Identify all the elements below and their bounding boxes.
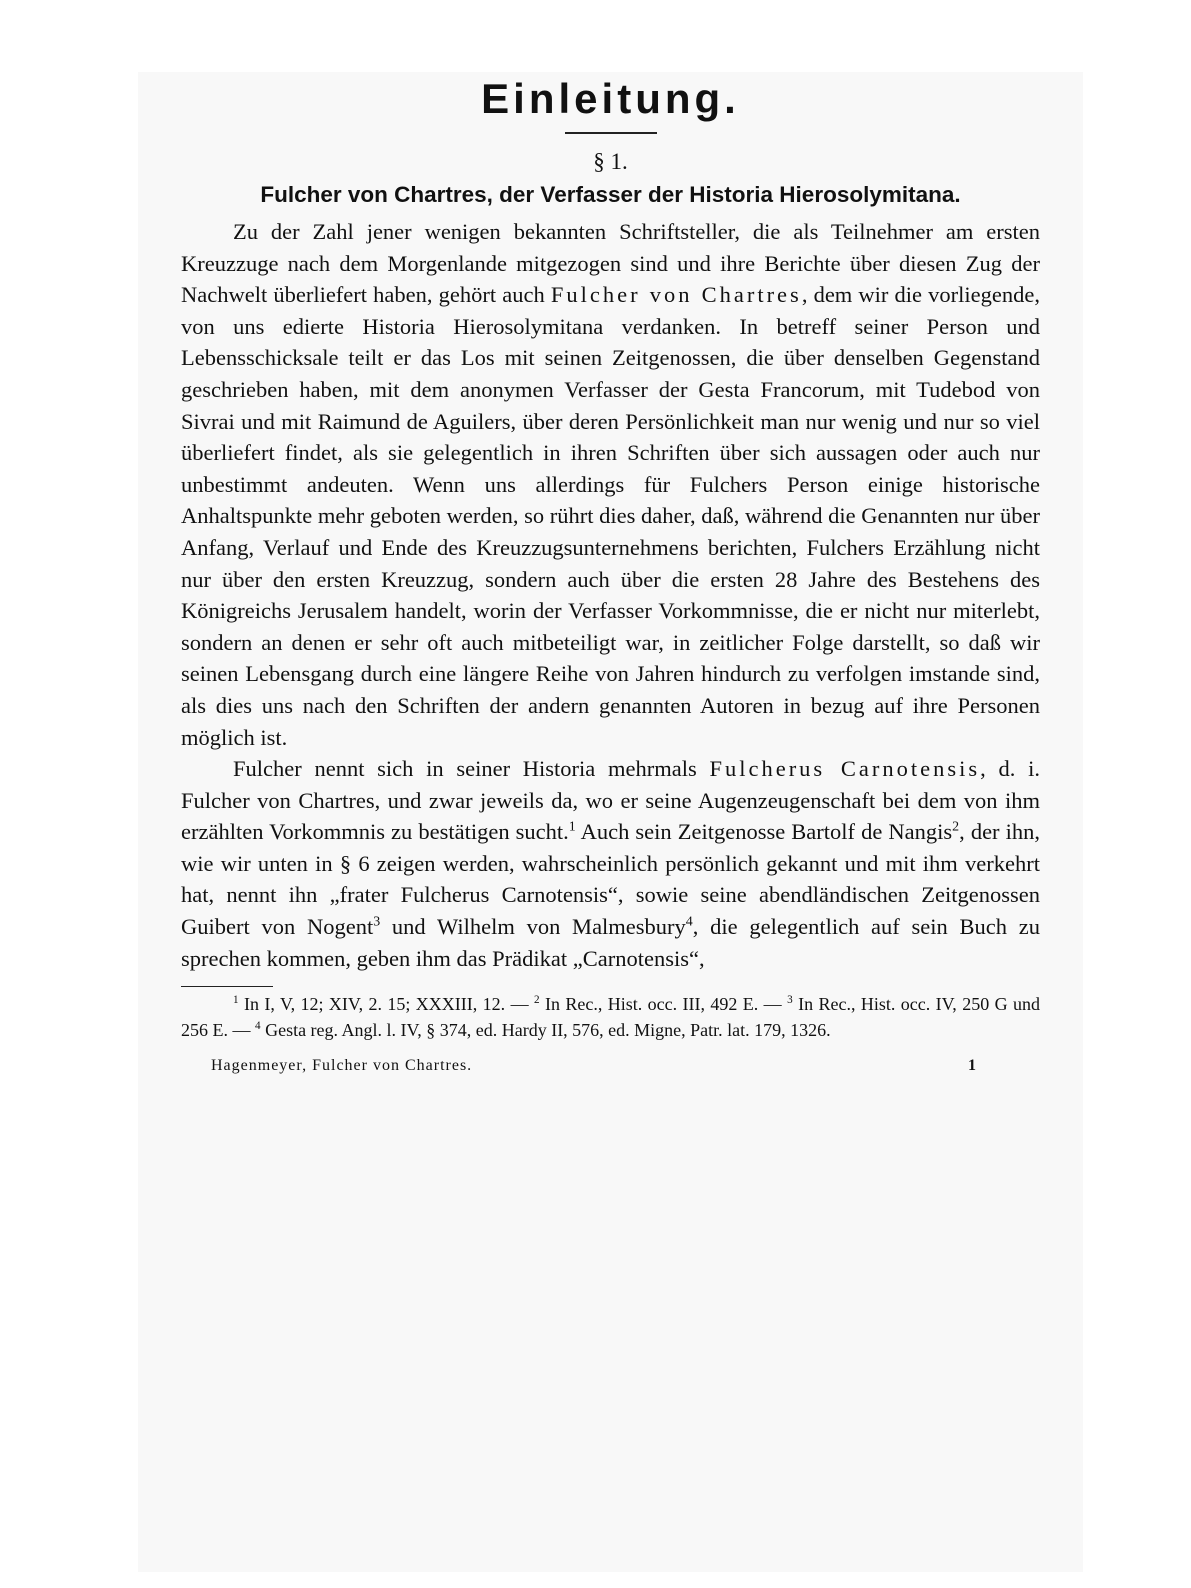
- latin-name: Fulcherus Carnotensis: [709, 756, 981, 782]
- section-heading: Fulcher von Chartres, der Verfasser der Historia Hierosolymitana.: [260, 182, 961, 207]
- title-rule: [565, 132, 657, 134]
- footnote-number: 3: [787, 994, 793, 1007]
- page-number: 1: [968, 1057, 976, 1075]
- body-paragraph: [181, 216, 1040, 753]
- footnote-text: In I, V, 12; XIV, 2. 15; XXXIII, 12. —: [238, 994, 534, 1015]
- page-content: [181, 72, 1040, 1081]
- footnote-ref: 4: [685, 914, 693, 930]
- paragraph-text: , der ihn, wie wir unten in § 6 zeigen werden, wahrscheinlich persönlich gekannt und mit ihm verkehrt hat, nennt ihn „frater Fulcherus Carnotensis“, sowie seine abendländischen Zeitgenossen Guibert von Nogent: [181, 819, 1040, 940]
- paragraph-text: , dem wir die vorliegende, von uns edierte Historia Hierosolymitana verdanken. In betreff seiner Person und Lebensschicksale teilt er das Los mit seinen Zeitgenossen, die über denselben Gegenstand geschrieben haben, mit dem anonymen Verfasser der Gesta Francorum, mit Tudebod von Sivrai und mit Raimund de Aguilers, über deren Persönlichkeit man nur wenig und nur so viel überliefert findet, als sie gelegentlich in ihren Schriften über sich aussagen oder auch nur unbestimmt andeuten. Wenn uns allerdings für Fulchers Person einige historische Anhaltspunkte mehr geboten werden, so rührt dies daher, daß, während die Genannten nur über Anfang, Verlauf und Ende des Kreuzzugsunternehmens berichten, Fulchers Erzählung nicht nur über den ersten Kreuzzug, sondern auch über die ersten 28 Jahre des Bestehens des Königreichs Jerusalem handelt, worin der Verfasser Vorkommnisse, die er nicht nur miterlebt, sondern an denen er sehr oft auch mitbeteiligt war, in zeitlicher Folge darstellt, so daß wir seinen Lebensgang durch eine längere Reihe von Jahren hindurch zu verfolgen imstande sind, als dies uns nach den Schriften der andern genannten Autoren in bezug auf ihre Personen möglich ist.: [181, 282, 1040, 750]
- footnote-text: Gesta reg. Angl. l. IV, § 374, ed. Hardy II, 576, ed. Migne, Patr. lat. 179, 1326.: [260, 1020, 831, 1041]
- running-footer: Hagenmeyer, Fulcher von Chartres.: [211, 1057, 473, 1075]
- paragraph-text: und Wilhelm von Malmesbury: [380, 914, 686, 940]
- footnote-number: 4: [255, 1020, 261, 1033]
- chapter-title: Einleitung.: [481, 75, 740, 122]
- paragraph-text: , d. i. Fulcher von Chartres, und zwar jeweils da, wo er seine Augenzeugenschaft bei dem von ihm erzählten Vorkommnis zu bestätigen sucht.: [181, 756, 1040, 845]
- section-mark: § 1.: [593, 149, 628, 174]
- paragraph-text: Auch sein Zeitgenosse Bartolf de Nangis: [575, 819, 953, 845]
- footnote-ref: 3: [373, 914, 381, 930]
- page-footer: [181, 1057, 1040, 1081]
- footnote-number: 2: [533, 994, 540, 1007]
- author-name: Fulcher von Chartres: [550, 282, 802, 308]
- body-paragraph: [181, 753, 1040, 974]
- footnote-text: In Rec., Hist. occ. III, 492 E. —: [539, 994, 788, 1015]
- footnote-ref: 1: [568, 819, 576, 835]
- footnote-number: 1: [233, 994, 239, 1007]
- paragraph-text: Fulcher nennt sich in seiner Historia mehrmals: [233, 756, 710, 782]
- footnote-ref: 2: [952, 819, 960, 835]
- paragraph-text: Zu der Zahl jener wenigen bekannten Schriftsteller, die als Teilnehmer am ersten Kreuzzuge nach dem Morgenlande mitgezogen sind und ihre Berichte über diesen Zug der Nachwelt überliefert haben, gehört auch: [181, 219, 1040, 308]
- paragraph-text: , die gelegentlich auf sein Buch zu sprechen kommen, geben ihm das Prädikat „Carnotensis“,: [181, 914, 1040, 971]
- footnotes: [181, 991, 1040, 1043]
- footnote-text: In Rec., Hist. occ. IV, 250 G und 256 E. —: [181, 994, 1040, 1041]
- footnote-rule: [181, 986, 273, 987]
